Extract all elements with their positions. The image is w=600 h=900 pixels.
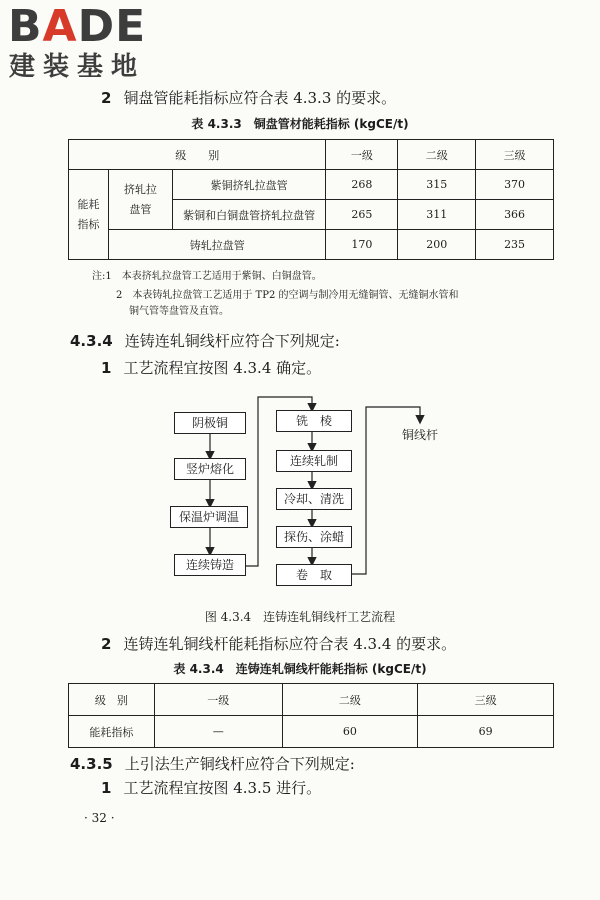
row-value: 311 (398, 200, 476, 230)
row-value: 315 (398, 170, 476, 200)
table-row (69, 716, 554, 748)
table-row (69, 170, 554, 200)
row-value: 268 (326, 170, 398, 200)
table-header-row (69, 684, 554, 716)
row-value: 60 (282, 716, 418, 748)
flow-step-cooling-cleaning: 冷却、清洗 (276, 488, 352, 510)
flow-step-coiling: 卷 取 (276, 564, 352, 586)
header-grade-1: 一级 (154, 684, 282, 716)
section-4-3-4: 4.3.4 连铸连轧铜线杆应符合下列规定: (70, 332, 340, 350)
row-value: 170 (326, 230, 398, 260)
table-row (69, 230, 554, 260)
logo: BADE (8, 1, 147, 52)
table-4-3-4 (68, 683, 554, 748)
table-header-row (69, 140, 554, 170)
header-grade-3: 三级 (476, 140, 554, 170)
flow-step-holding-furnace: 保温炉调温 (170, 506, 248, 528)
header-grade: 级 别 (69, 684, 155, 716)
row-name: 铸轧拉盘管 (108, 230, 326, 260)
row-name: 紫铜挤轧拉盘管 (172, 170, 326, 200)
item-2-wire-rod-energy: 2 连铸连轧铜线杆能耗指标应符合表 4.3.4 的要求。 (101, 635, 457, 653)
page-number: · 32 · (84, 811, 115, 825)
flow-step-milling: 铣 棱 (276, 410, 352, 432)
header-grade-1: 一级 (326, 140, 398, 170)
header-grade-3: 三级 (418, 684, 554, 716)
section-4-3-5: 4.3.5 上引法生产铜线杆应符合下列规定: (70, 755, 355, 773)
flow-step-cathode-copper: 阴极铜 (174, 412, 246, 434)
flow-step-inspection-waxing: 探伤、涂蜡 (276, 526, 352, 548)
group-label: 能耗指标 (69, 170, 109, 260)
row-value: — (154, 716, 282, 748)
item-1-upcast-process: 1 工艺流程宜按图 4.3.5 进行。 (101, 779, 322, 797)
item-1-process-flow: 1 工艺流程宜按图 4.3.4 确定。 (101, 359, 322, 377)
flow-step-continuous-rolling: 连续轧制 (276, 450, 352, 472)
table-4-3-4-caption: 表 4.3.4 连铸连轧铜线杆能耗指标 (kgCE/t) (173, 662, 427, 676)
row-value: 265 (326, 200, 398, 230)
table-4-3-3-caption: 表 4.3.3 铜盘管材能耗指标 (kgCE/t) (191, 117, 409, 131)
flow-step-shaft-furnace: 竖炉熔化 (174, 458, 246, 480)
header-grade-2: 二级 (282, 684, 418, 716)
header-grade-2: 二级 (398, 140, 476, 170)
row-value: 370 (476, 170, 554, 200)
subgroup-label: 挤轧拉盘管 (108, 170, 172, 230)
row-name: 能耗指标 (69, 716, 155, 748)
note-2-continued: 铜气管等盘管及直管。 (129, 306, 229, 317)
figure-4-3-4-caption: 图 4.3.4 连铸连轧铜线杆工艺流程 (204, 610, 396, 624)
note-2: 2 本表铸轧拉盘管工艺适用于 TP2 的空调与制冷用无缝铜管、无缝铜水管和 (116, 290, 459, 301)
row-value: 200 (398, 230, 476, 260)
flow-step-continuous-casting: 连续铸造 (174, 554, 246, 576)
note-1: 注:1 本表挤轧拉盘管工艺适用于紫铜、白铜盘管。 (92, 271, 322, 282)
table-4-3-3 (68, 139, 554, 260)
row-value: 235 (476, 230, 554, 260)
flow-output-label: 铜线杆 (402, 428, 439, 442)
row-value: 69 (418, 716, 554, 748)
row-value: 366 (476, 200, 554, 230)
item-2-energy-index: 2 铜盘管能耗指标应符合表 4.3.3 的要求。 (101, 89, 397, 107)
logo-subtitle: 建装基地 (9, 52, 146, 82)
row-name: 紫铜和白铜盘管挤轧拉盘管 (172, 200, 326, 230)
header-grade: 级 别 (69, 140, 326, 170)
